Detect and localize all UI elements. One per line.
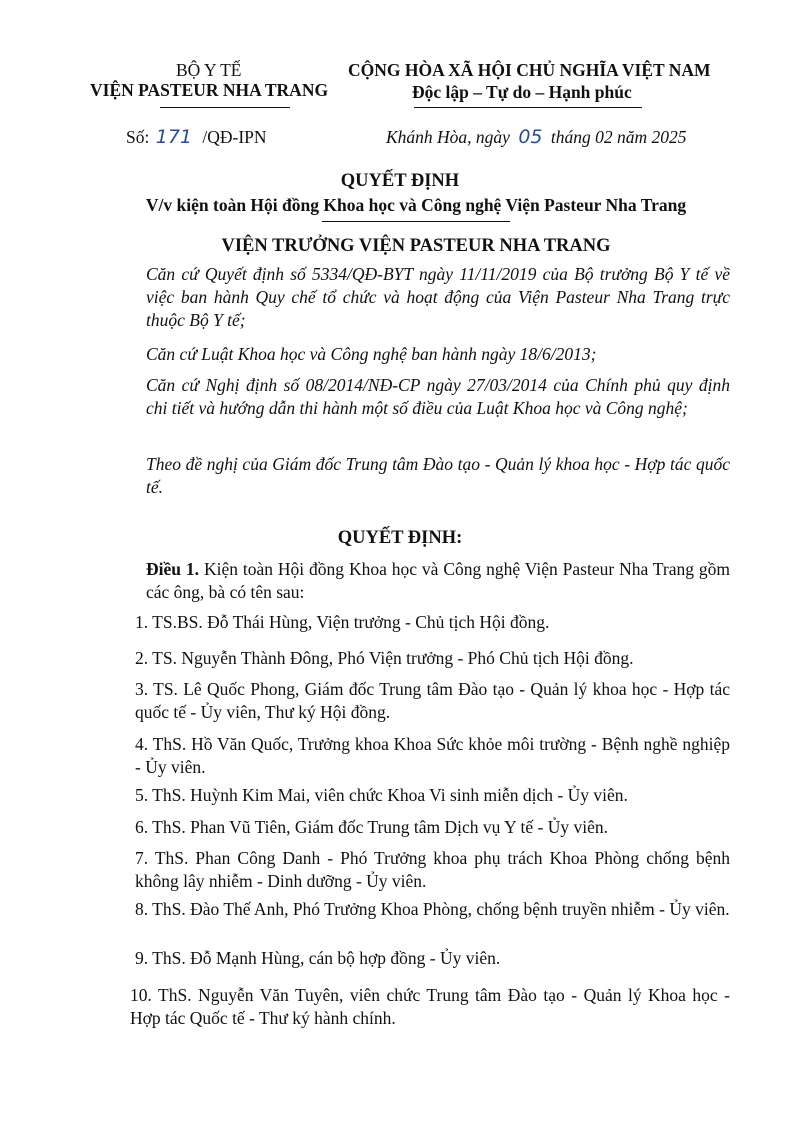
member-item: 8. ThS. Đào Thế Anh, Phó Trưởng Khoa Phòng, chống bệnh truyền nhiễm - Ủy viên. xyxy=(135,899,730,919)
date-prefix: Khánh Hòa, ngày xyxy=(386,127,510,147)
document-date xyxy=(386,126,687,148)
issuing-authority: VIỆN TRƯỞNG VIỆN PASTEUR NHA TRANG xyxy=(221,236,611,256)
article-1-label: Điều 1. xyxy=(146,559,200,579)
member-item: 5. ThS. Huỳnh Kim Mai, viên chức Khoa Vi sinh miễn dịch - Ủy viên. xyxy=(135,785,628,805)
doc-number-prefix: Số: xyxy=(126,127,150,147)
national-motto: Độc lập – Tự do – Hạnh phúc xyxy=(412,82,632,102)
date-day-handwritten: 05 xyxy=(518,126,543,148)
member-item: 3. TS. Lê Quốc Phong, Giám đốc Trung tâm Đào tạo - Quản lý khoa học - Hợp tác quốc tế - Ủy viên, Thư ký Hội đồng. xyxy=(135,679,730,722)
member-item: 4. ThS. Hồ Văn Quốc, Trưởng khoa Khoa Sức khỏe môi trường - Bệnh nghề nghiệp - Ủy viên. xyxy=(135,734,730,777)
institute-underline xyxy=(160,107,290,108)
legal-basis-2: Căn cứ Luật Khoa học và Công nghệ ban hành ngày 18/6/2013; xyxy=(146,344,597,364)
decision-subject: V/v kiện toàn Hội đồng Khoa học và Công nghệ Viện Pasteur Nha Trang xyxy=(145,195,687,215)
country-name: CỘNG HÒA XÃ HỘI CHỦ NGHĨA VIỆT NAM xyxy=(348,60,711,80)
article-1 xyxy=(90,558,730,604)
document-number xyxy=(126,126,267,148)
member-item: 6. ThS. Phan Vũ Tiên, Giám đốc Trung tâm Dịch vụ Y tế - Ủy viên. xyxy=(135,817,608,837)
subject-underline xyxy=(322,221,510,222)
member-item: 1. TS.BS. Đỗ Thái Hùng, Viện trưởng - Chủ tịch Hội đồng. xyxy=(135,612,550,632)
doc-number-suffix: /QĐ-IPN xyxy=(202,127,267,147)
legal-basis-4: Theo đề nghị của Giám đốc Trung tâm Đào tạo - Quản lý khoa học - Hợp tác quốc tế. xyxy=(146,454,730,497)
legal-basis-1: Căn cứ Quyết định số 5334/QĐ-BYT ngày 11/11/2019 của Bộ trưởng Bộ Y tế về việc ban hành Quy chế tổ chức và hoạt động của Viện Pasteur Nha Trang trực thuộc Bộ Y tế; xyxy=(146,264,730,330)
member-item: 9. ThS. Đỗ Mạnh Hùng, cán bộ hợp đồng - Ủy viên. xyxy=(135,948,501,968)
decision-title: QUYẾT ĐỊNH xyxy=(340,171,460,191)
motto-underline xyxy=(414,107,642,108)
member-item: 7. ThS. Phan Công Danh - Phó Trưởng khoa phụ trách Khoa Phòng chống bệnh không lây nhiễm - Dinh dưỡng - Ủy viên. xyxy=(135,848,730,891)
legal-basis-3: Căn cứ Nghị định số 08/2014/NĐ-CP ngày 27/03/2014 của Chính phủ quy định chi tiết và hướng dẫn thi hành một số điều của Luật Khoa học và Công nghệ; xyxy=(146,375,730,418)
ministry-name: BỘ Y TẾ xyxy=(176,60,242,80)
date-suffix: tháng 02 năm 2025 xyxy=(550,127,687,147)
doc-number-handwritten: 171 xyxy=(155,126,192,148)
member-item: 2. TS. Nguyễn Thành Đông, Phó Viện trưởng - Phó Chủ tịch Hội đồng. xyxy=(135,648,634,668)
article-1-text: Kiện toàn Hội đồng Khoa học và Công nghệ Viện Pasteur Nha Trang gồm các ông, bà có tên sau: xyxy=(146,559,730,602)
decision-heading: QUYẾT ĐỊNH: xyxy=(337,528,463,548)
member-item: 10. ThS. Nguyễn Văn Tuyên, viên chức Trung tâm Đào tạo - Quản lý Khoa học - Hợp tác Quốc tế - Thư ký hành chính. xyxy=(130,985,730,1028)
institute-name: VIỆN PASTEUR NHA TRANG xyxy=(90,80,329,100)
